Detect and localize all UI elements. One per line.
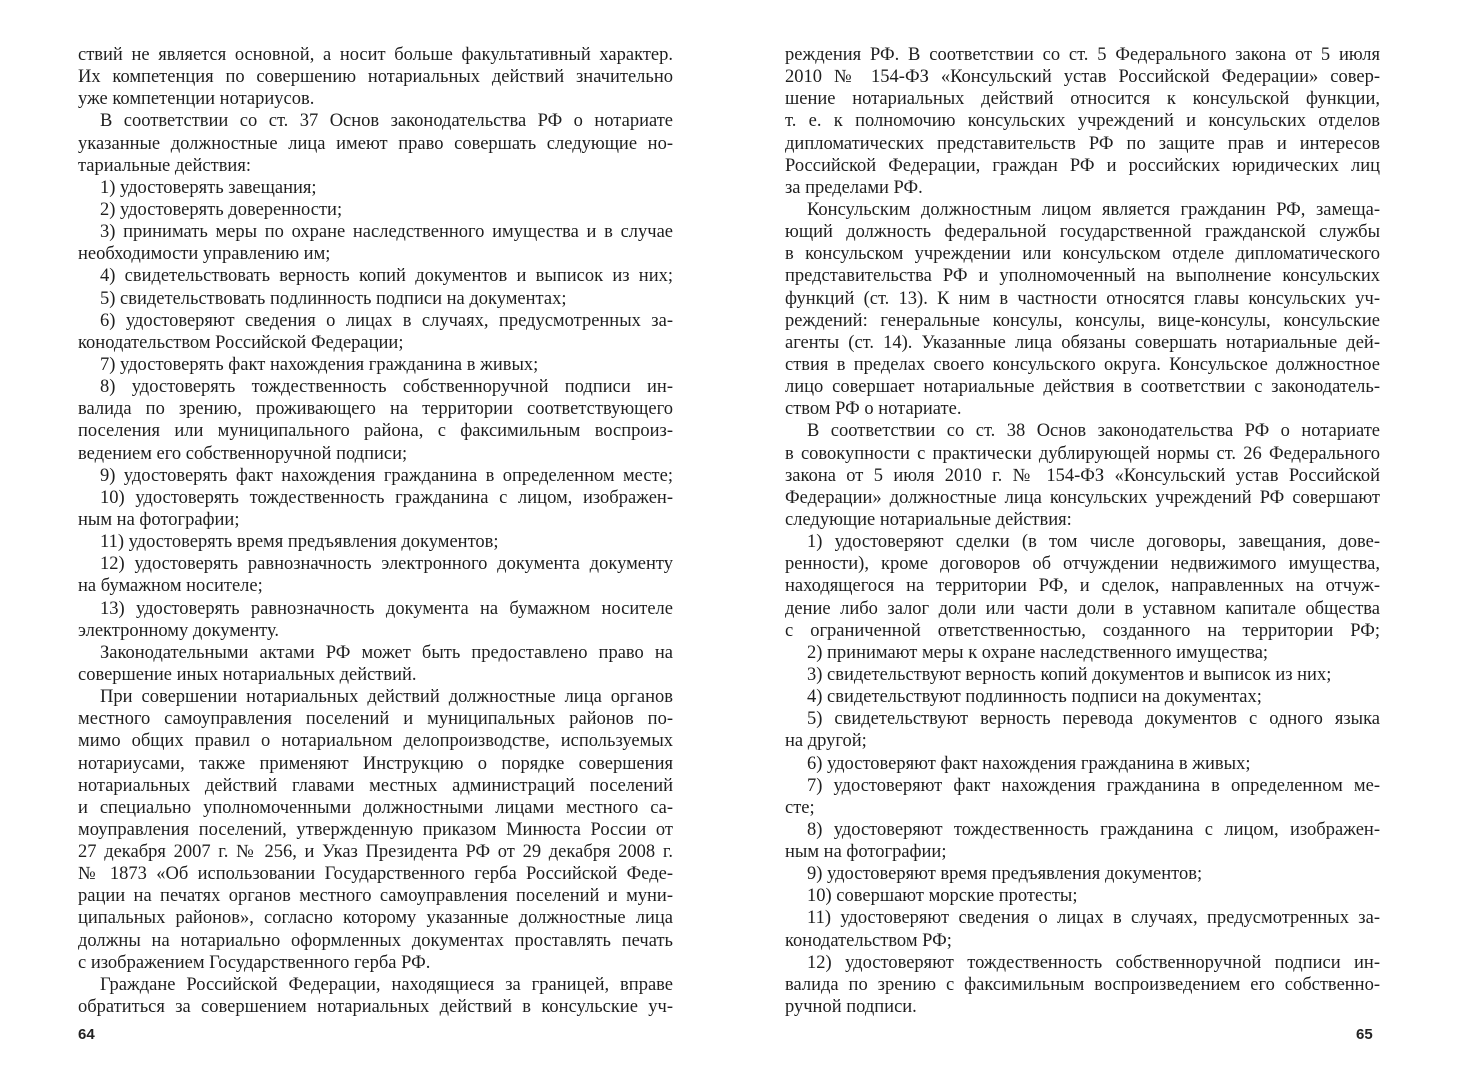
text-line: закона от 5 июля 2010 г. № 154-ФЗ «Консульский устав Российской: [785, 465, 1380, 486]
text-line: Граждане Российской Федерации, находящиеся за границей, вправе: [100, 974, 673, 995]
text-line: В соответствии со ст. 38 Основ законодательства РФ о нотариате: [807, 421, 1380, 442]
text-line: 4) свидетельствовать верность копий документов и выписок из них;: [100, 266, 673, 287]
text-line: т. е. к полномочию консульских учреждений и консульских отделов: [785, 111, 1380, 132]
text-line: 7) удостоверяют факт нахождения гражданина в определенном ме-: [807, 775, 1380, 796]
text-line: № 1873 «Об использовании Государственного герба Российской Феде-: [78, 864, 673, 885]
text-line: совершение иных нотариальных действий.: [78, 664, 417, 685]
text-line: 2) удостоверять доверенности;: [100, 199, 343, 220]
text-line: 12) удостоверяют тождественность собственноручной подписи ин-: [807, 952, 1380, 973]
text-line: 2010 № 154-ФЗ «Консульский устав Российской Федерации» совер-: [785, 67, 1380, 88]
text-line: 5) свидетельствовать подлинность подписи на документах;: [100, 288, 567, 309]
text-line: функций (ст. 13). К ним в частности относятся главы консульских уч-: [785, 288, 1380, 309]
text-line: 9) удостоверять факт нахождения гражданина в определенном месте;: [100, 465, 673, 486]
text-line: 7) удостоверять факт нахождения гражданина в живых;: [100, 354, 539, 375]
text-line: с изображением Государственного герба РФ.: [78, 952, 431, 973]
text-line: моуправления поселений, утвержденную приказом Минюста России от: [78, 819, 673, 840]
text-line: 8) удостоверяют тождественность гражданина с лицом, изображен-: [807, 819, 1380, 840]
text-line: нотариальных действий главами местных администраций поселений: [78, 775, 673, 796]
text-line: следующие нотариальные действия:: [785, 509, 1072, 530]
text-line: валида по зрению с факсимильным воспроизведением его собственно-: [785, 974, 1380, 995]
text-line: конодательством Российской Федерации;: [78, 332, 404, 353]
text-line: 11) удостоверяют сведения о лицах в случаях, предусмотренных за-: [807, 908, 1380, 929]
text-line: уже компетенции нотариусов.: [78, 89, 315, 110]
text-line: ющий должность федеральной государственной гражданской службы: [785, 222, 1380, 243]
text-line: указанные должностные лица имеют право совершать следующие но-: [78, 133, 673, 154]
text-line: ципальных районов», согласно которому указанные должностные лица: [78, 908, 673, 929]
text-line: должны на нотариально оформленных документах проставлять печать: [78, 930, 673, 951]
text-line: 6) удостоверяют сведения о лицах в случаях, предусмотренных за-: [100, 310, 673, 331]
text-line: ренности), кроме договоров об отчуждении недвижимого имущества,: [785, 554, 1380, 575]
text-line: 3) принимать меры по охране наследственного имущества и в случае: [100, 222, 673, 243]
text-line: 11) удостоверять время предъявления документов;: [100, 532, 499, 553]
text-line: дипломатических представительств РФ по защите прав и интересов: [785, 133, 1380, 154]
text-line: обратиться за совершением нотариальных действий в консульские уч-: [78, 997, 673, 1018]
text-line: ведением его собственноручной подписи;: [78, 443, 408, 464]
text-line: конодательством РФ;: [785, 930, 952, 951]
text-line: ным на фотографии;: [78, 509, 240, 530]
text-line: 12) удостоверять равнозначность электронного документа документу: [100, 554, 673, 575]
text-line: электронному документу.: [78, 620, 279, 641]
text-line: лицо совершает нотариальные действия в соответствии с законодатель-: [785, 377, 1380, 398]
text-line: реждений: генеральные консулы, консулы, вице-консулы, консульские: [785, 310, 1380, 331]
text-line: 8) удостоверять тождественность собственноручной подписи ин-: [100, 377, 673, 398]
text-line: шение нотариальных действий относится к консульской функции,: [785, 89, 1380, 110]
text-line: 5) свидетельствуют верность перевода документов с одного языка: [807, 709, 1380, 730]
left-page-number: 64: [78, 1026, 95, 1043]
text-line: 2) принимают меры к охране наследственного имущества;: [807, 642, 1269, 663]
text-line: необходимости управлению им;: [78, 244, 331, 265]
text-line: ным на фотографии;: [785, 842, 947, 863]
text-line: представительства РФ и уполномоченный на выполнение консульских: [785, 266, 1380, 287]
text-line: реждения РФ. В соответствии со ст. 5 Федерального закона от 5 июля: [785, 45, 1380, 65]
text-line: дение либо залог доли или части доли в уставном капитале общества: [785, 598, 1380, 619]
text-line: в совокупности с практически дублирующей нормы ст. 26 Федерального: [785, 443, 1380, 464]
text-line: 9) удостоверяют время предъявления документов;: [807, 864, 1203, 885]
right-page-number: 65: [1356, 1026, 1373, 1043]
text-line: ством РФ о нотариате.: [785, 399, 962, 420]
text-line: мимо общих правил о нотариальном делопроизводстве, используемых: [78, 731, 673, 752]
text-line: 1) удостоверяют сделки (в том числе договоры, завещания, дове-: [807, 532, 1380, 553]
text-line: тариальные действия:: [78, 155, 251, 176]
left-page-text: [78, 44, 673, 1018]
text-line: 27 декабря 2007 г. № 256, и Указ Президента РФ от 29 декабря 2008 г.: [78, 842, 673, 863]
text-line: 13) удостоверять равнозначность документа на бумажном носителе: [100, 598, 673, 619]
text-line: в консульском учреждении или консульском отделе дипломатического: [785, 244, 1380, 265]
text-line: Российской Федерации, граждан РФ и российских юридических лиц: [785, 155, 1380, 176]
text-line: и специально уполномоченными должностными лицами местного са-: [78, 797, 673, 818]
text-line: ствий не является основной, а носит больше факультативный характер.: [78, 45, 673, 65]
text-line: на бумажном носителе;: [78, 576, 263, 597]
text-line: валида по зрению, проживающего на территории соответствующего: [78, 399, 673, 420]
text-line: 1) удостоверять завещания;: [100, 177, 317, 198]
text-line: ручной подписи.: [785, 997, 917, 1018]
text-line: сте;: [785, 797, 815, 818]
text-line: Законодательными актами РФ может быть предоставлено право на: [100, 642, 673, 663]
text-line: поселения или муниципального района, с факсимильным воспроиз-: [78, 421, 673, 442]
text-line: рации на печатях органов местного самоуправления поселений и муни-: [78, 886, 673, 907]
right-page-text: [785, 44, 1380, 1018]
text-line: местного самоуправления поселений и муниципальных районов по-: [78, 709, 673, 730]
text-line: нотариусами, также применяют Инструкцию о порядке совершения: [78, 753, 673, 774]
text-line: 3) свидетельствуют верность копий документов и выписок из них;: [807, 664, 1332, 685]
text-line: на другой;: [785, 731, 867, 752]
text-line: 6) удостоверяют факт нахождения гражданина в живых;: [807, 753, 1251, 774]
text-line: При совершении нотариальных действий должностные лица органов: [100, 687, 673, 708]
text-line: Федерации» должностные лица консульских учреждений РФ совершают: [785, 487, 1380, 508]
text-line: 4) свидетельствуют подлинность подписи на документах;: [807, 687, 1262, 708]
text-line: находящегося на территории РФ, и сделок, направленных на отчуж-: [785, 576, 1380, 597]
text-line: 10) удостоверять тождественность гражданина с лицом, изображен-: [100, 487, 673, 508]
text-line: В соответствии со ст. 37 Основ законодательства РФ о нотариате: [100, 111, 673, 132]
text-line: с ограниченной ответственностью, созданного на территории РФ;: [785, 620, 1380, 641]
text-line: ствия в пределах своего консульского округа. Консульское должностное: [785, 354, 1380, 375]
text-line: Консульским должностным лицом является гражданин РФ, замеща-: [807, 199, 1380, 220]
text-line: агенты (ст. 14). Указанные лица обязаны совершать нотариальные дей-: [785, 332, 1380, 353]
text-line: Их компетенция по совершению нотариальных действий значительно: [78, 67, 673, 88]
text-line: за пределами РФ.: [785, 177, 923, 198]
text-line: 10) совершают морские протесты;: [807, 886, 1078, 907]
